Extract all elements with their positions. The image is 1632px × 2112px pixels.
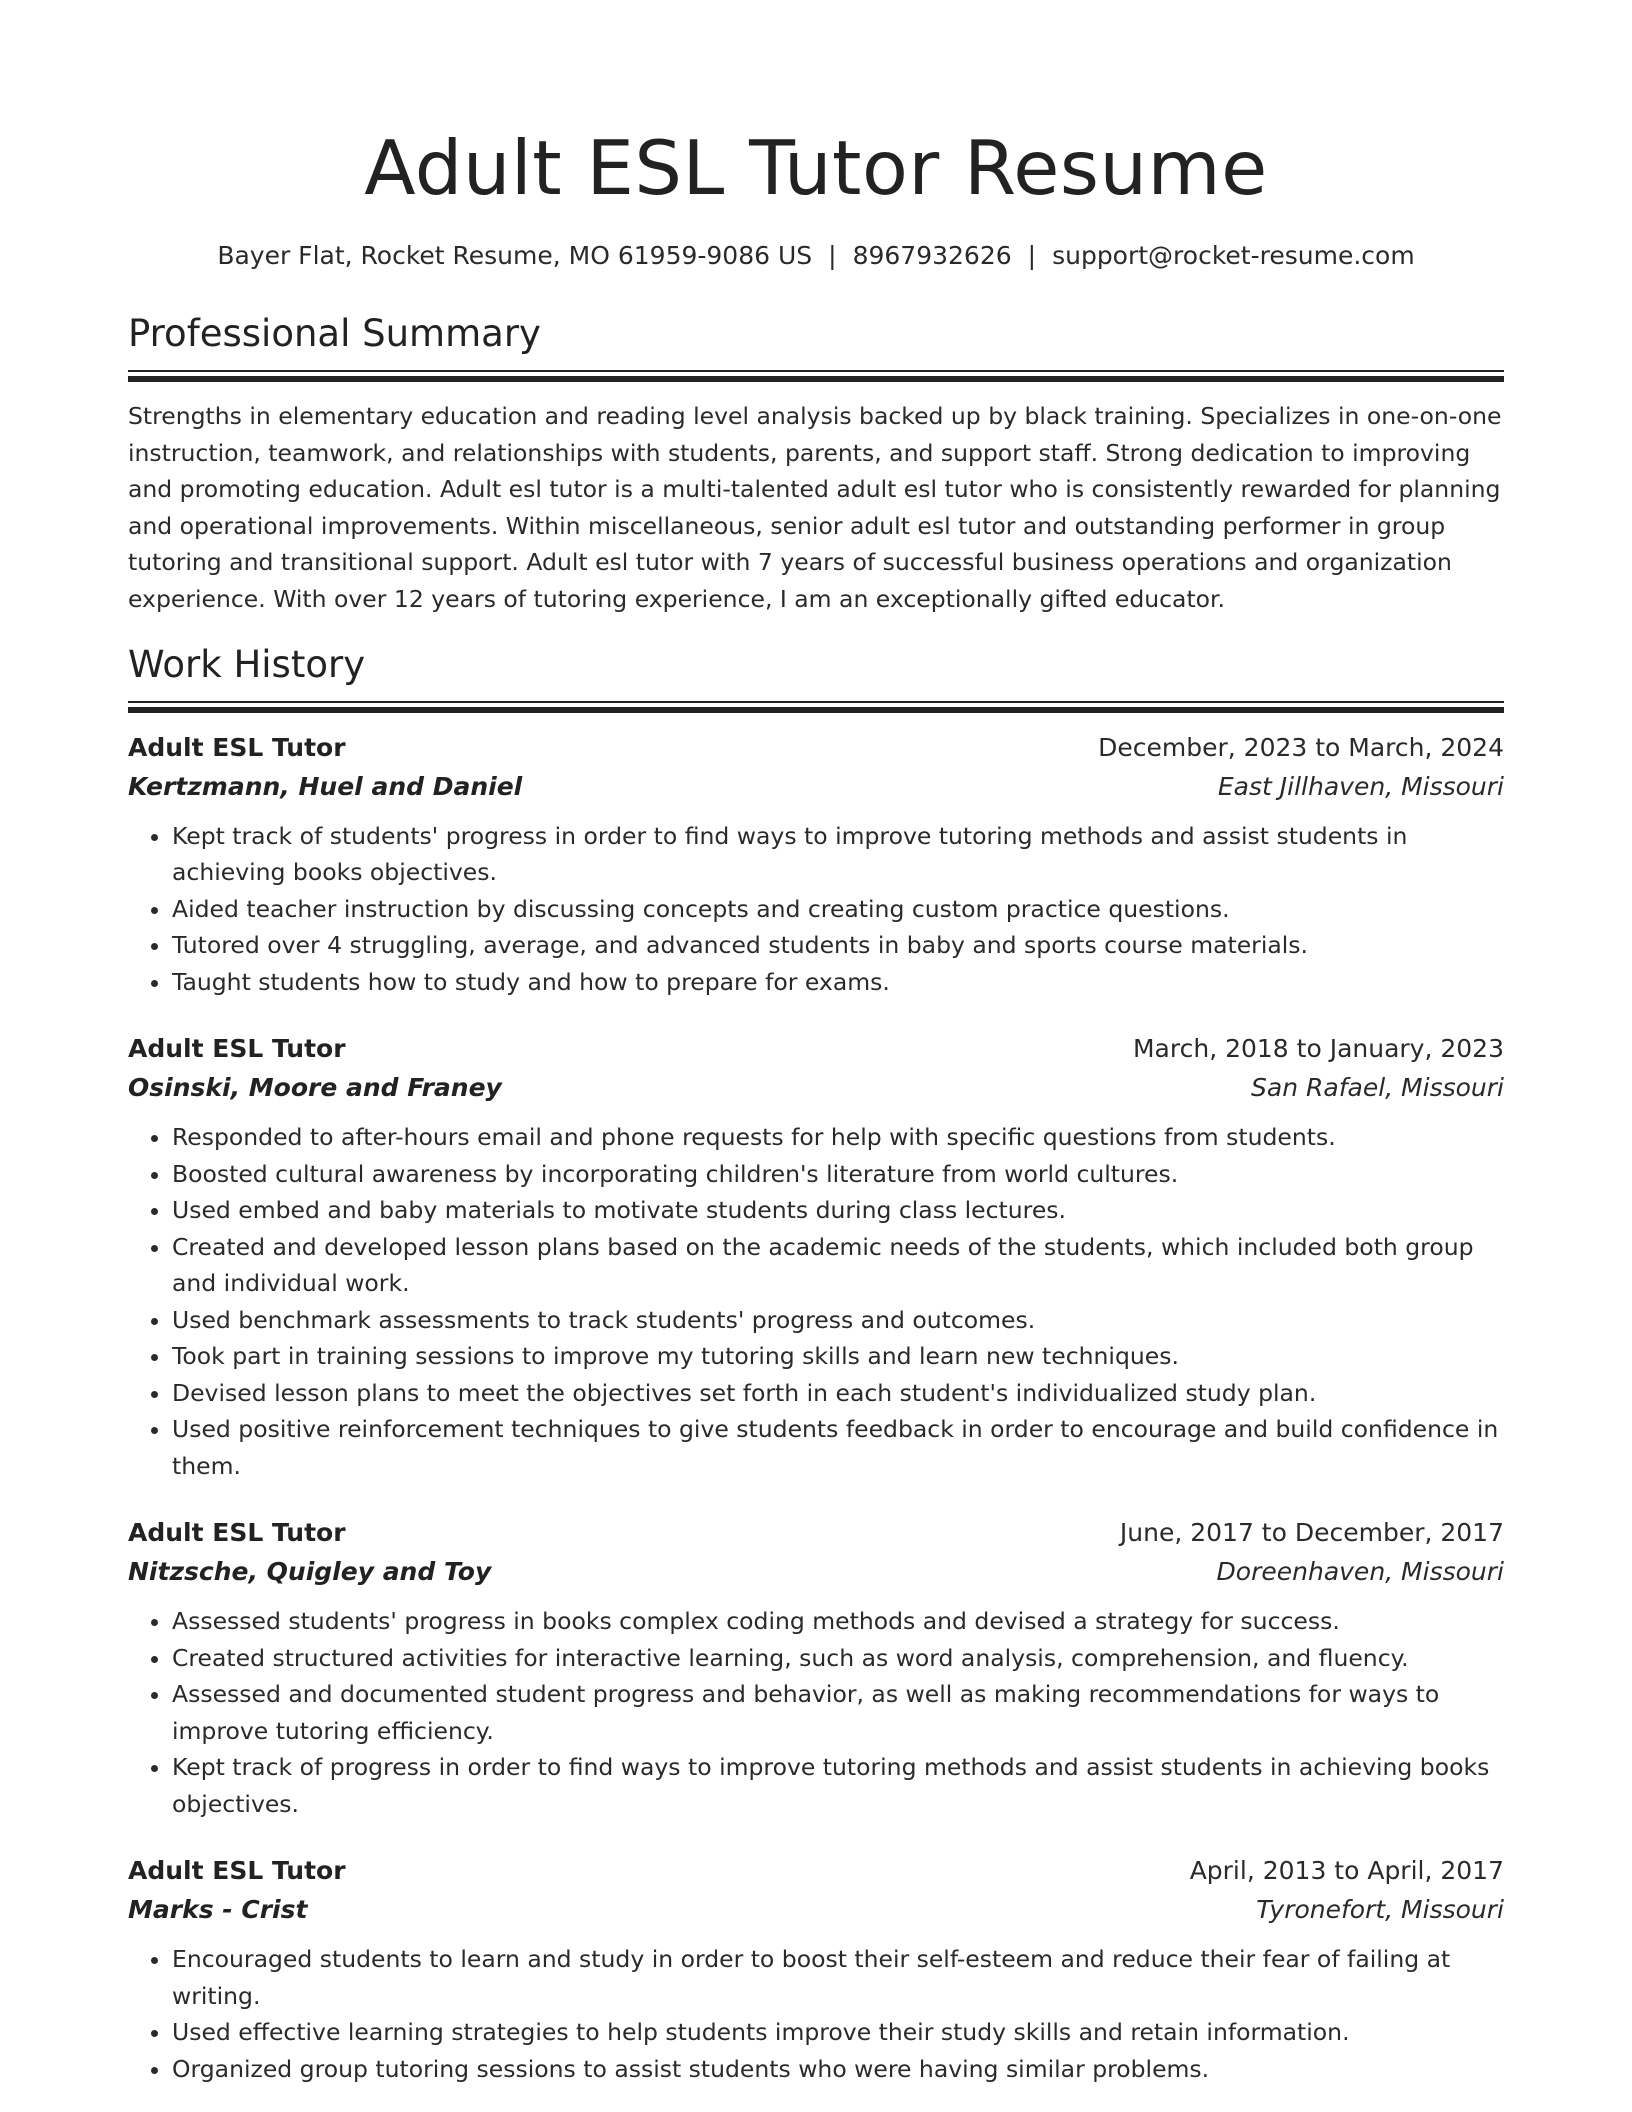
job-bullet: • Taught students how to study and how to prepare for exams.: [172, 964, 1504, 1001]
job-entry: [128, 1852, 1504, 2087]
section-heading-summary: Professional Summary: [128, 312, 541, 355]
work-history-section: [128, 641, 1504, 2088]
job-dates: April, 2013 to April, 2017: [1189, 1856, 1504, 1885]
job-entry: [128, 1030, 1504, 1484]
job-title: Adult ESL Tutor: [128, 1518, 346, 1547]
job-bullet: • Used positive reinforcement techniques to give students feedback in order to encourage and build confidence in them.: [172, 1411, 1504, 1484]
professional-summary-section: [128, 310, 1504, 617]
job-header: [128, 1514, 1504, 1552]
job-bullet: • Kept track of students' progress in order to find ways to improve tutoring methods and assist students in achieving books objectives.: [172, 818, 1504, 891]
job-bullets: [128, 818, 1504, 1001]
contact-email: support@rocket-resume.com: [1052, 241, 1415, 270]
job-company: Marks - Crist: [128, 1895, 308, 1924]
job-header: [128, 1852, 1504, 1890]
job-bullet: • Used effective learning strategies to help students improve their study skills and retain information.: [172, 2014, 1504, 2051]
section-divider: [128, 370, 1504, 382]
job-bullet: • Organized group tutoring sessions to assist students who were having similar problems.: [172, 2051, 1504, 2088]
job-subheader: [128, 1890, 1504, 1929]
job-company: Osinski, Moore and Franey: [128, 1073, 502, 1102]
job-bullet: • Created structured activities for interactive learning, such as word analysis, comprehension, and fluency.: [172, 1640, 1504, 1677]
contact-phone: 8967932626: [852, 241, 1012, 270]
resume-title: Adult ESL Tutor Resume: [364, 124, 1268, 212]
job-bullet: • Used benchmark assessments to track students' progress and outcomes.: [172, 1302, 1504, 1339]
contact-separator: |: [1027, 241, 1037, 270]
job-entry: [128, 729, 1504, 1001]
job-company: Kertzmann, Huel and Daniel: [128, 771, 523, 801]
job-bullet: • Boosted cultural awareness by incorporating children's literature from world cultures.: [172, 1156, 1504, 1193]
job-company: Nitzsche, Quigley and Toy: [128, 1557, 492, 1586]
job-bullet: • Assessed and documented student progress and behavior, as well as making recommendations for ways to improve tutoring efficiency.: [172, 1676, 1504, 1749]
job-bullets: [128, 1941, 1504, 2087]
job-bullet: • Responded to after-hours email and phone requests for help with specific questions from students.: [172, 1119, 1504, 1156]
job-dates: March, 2018 to January, 2023: [1132, 1034, 1504, 1063]
job-title: Adult ESL Tutor: [128, 1856, 346, 1885]
job-entry: [128, 1514, 1504, 1822]
job-bullet: • Took part in training sessions to improve my tutoring skills and learn new techniques.: [172, 1338, 1504, 1375]
job-location: East Jillhaven, Missouri: [1217, 771, 1504, 801]
job-location: Tyronefort, Missouri: [1256, 1895, 1504, 1924]
job-title: Adult ESL Tutor: [128, 732, 346, 762]
job-bullets: [128, 1603, 1504, 1822]
contact-separator: |: [828, 241, 837, 270]
job-header: [128, 1030, 1504, 1068]
job-bullet: • Devised lesson plans to meet the objectives set forth in each student's individualized study plan.: [172, 1375, 1504, 1412]
job-bullet: • Tutored over 4 struggling, average, and advanced students in baby and sports course materials.: [172, 927, 1504, 964]
job-location: San Rafael, Missouri: [1251, 1073, 1504, 1102]
job-dates: June, 2017 to December, 2017: [1119, 1518, 1504, 1547]
job-bullets: [128, 1119, 1504, 1484]
job-title: Adult ESL Tutor: [128, 1034, 346, 1063]
job-bullet: • Created and developed lesson plans based on the academic needs of the students, which included both group and individual work.: [172, 1229, 1504, 1302]
section-heading-work-history: Work History: [128, 642, 366, 686]
summary-text: Strengths in elementary education and reading level analysis backed up by black training. Specializes in one-on-one instruction, teamwork, and relationships with students, parents, and support staff. Strong dedication to improving and promoting education. Adult esl tutor is a multi-talented adult esl tutor who is consistently rewarded for planning and operational improvements. Within miscellaneous, senior adult esl tutor and outstanding performer in group tutoring and transitional support. Adult esl tutor with 7 years of successful business operations and organization experience. With over 12 years of tutoring experience, I am an exceptionally gifted educator.: [128, 402, 1502, 613]
job-bullet: • Assessed students' progress in books complex coding methods and devised a strategy for success.: [172, 1603, 1504, 1640]
contact-address: Bayer Flat, Rocket Resume, MO 61959-9086 US: [217, 241, 813, 270]
job-subheader: [128, 1552, 1504, 1591]
job-bullet: • Kept track of progress in order to find ways to improve tutoring methods and assist students in achieving books objectives.: [172, 1749, 1504, 1822]
job-bullet: • Aided teacher instruction by discussing concepts and creating custom practice questions.: [172, 891, 1504, 928]
job-subheader: [128, 1068, 1504, 1107]
job-bullet: • Encouraged students to learn and study in order to boost their self-esteem and reduce their fear of failing at writing.: [172, 1941, 1504, 2014]
contact-line: [128, 240, 1504, 272]
section-divider: [128, 701, 1504, 713]
job-subheader: [128, 767, 1504, 806]
job-location: Doreenhaven, Missouri: [1216, 1557, 1504, 1586]
job-dates: December, 2023 to March, 2024: [1098, 732, 1504, 762]
job-bullet: • Used embed and baby materials to motivate students during class lectures.: [172, 1192, 1504, 1229]
resume-page: [128, 0, 1504, 2087]
job-header: [128, 729, 1504, 767]
